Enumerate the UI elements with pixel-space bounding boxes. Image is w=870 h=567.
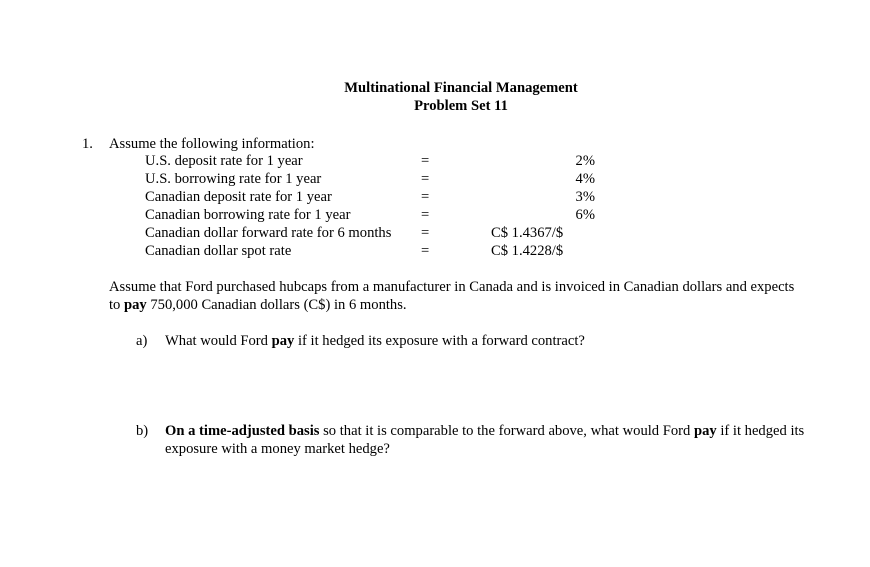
- info-value: 2%: [575, 153, 595, 169]
- info-label: Canadian deposit rate for 1 year: [145, 189, 332, 205]
- paragraph-text: 750,000 Canadian dollars (C$) in 6 months.: [146, 297, 407, 313]
- info-row: [145, 152, 595, 170]
- info-equals: =: [421, 171, 430, 187]
- info-equals: =: [421, 207, 430, 223]
- info-label: U.S. deposit rate for 1 year: [145, 153, 303, 169]
- question-text-part: What would Ford: [165, 333, 272, 349]
- question-text-part: if it hedged its exposure with a money market hedge?: [165, 423, 805, 457]
- info-value: 4%: [575, 171, 595, 187]
- info-equals: =: [421, 243, 430, 259]
- info-value: C$ 1.4367/$: [491, 225, 564, 241]
- info-equals: =: [421, 189, 430, 205]
- info-row: [145, 242, 595, 260]
- info-label: Canadian dollar spot rate: [145, 243, 292, 259]
- info-row: [145, 170, 595, 188]
- document-header: [336, 79, 586, 115]
- given-information-table: [145, 152, 595, 260]
- question-letter: b): [136, 423, 149, 439]
- scenario-paragraph: [109, 278, 809, 314]
- question-letter: a): [136, 333, 148, 349]
- question-bold-text: pay: [271, 333, 295, 349]
- question-text: [165, 422, 805, 458]
- info-row: [145, 206, 595, 224]
- info-value: 3%: [575, 189, 595, 205]
- info-equals: =: [421, 153, 430, 169]
- info-label: Canadian dollar forward rate for 6 months: [145, 225, 392, 241]
- question-text-part: so that it is comparable to the forward above, what would Ford: [319, 423, 694, 439]
- question-bold-text: On a time-adjusted basis: [165, 423, 320, 439]
- problem-number: 1.: [82, 136, 93, 152]
- question-text: [165, 332, 805, 350]
- info-label: U.S. borrowing rate for 1 year: [145, 171, 322, 187]
- document-subtitle: Problem Set 11: [414, 98, 508, 114]
- document-title: Multinational Financial Management: [344, 80, 578, 96]
- info-label: Canadian borrowing rate for 1 year: [145, 207, 351, 223]
- question-bold-text: pay: [693, 423, 717, 439]
- problem-intro: Assume the following information:: [109, 136, 315, 152]
- info-row: [145, 188, 595, 206]
- paragraph-bold-text: pay: [124, 297, 147, 313]
- question-text-part: if it hedged its exposure with a forward contract?: [294, 333, 585, 349]
- info-row: [145, 224, 595, 242]
- info-value: C$ 1.4228/$: [491, 243, 564, 259]
- paragraph-text: Assume that Ford purchased hubcaps from a manufacturer in Canada and is invoiced in Canadian dollars and expects to: [109, 279, 795, 313]
- info-equals: =: [421, 225, 430, 241]
- info-value: 6%: [575, 207, 595, 223]
